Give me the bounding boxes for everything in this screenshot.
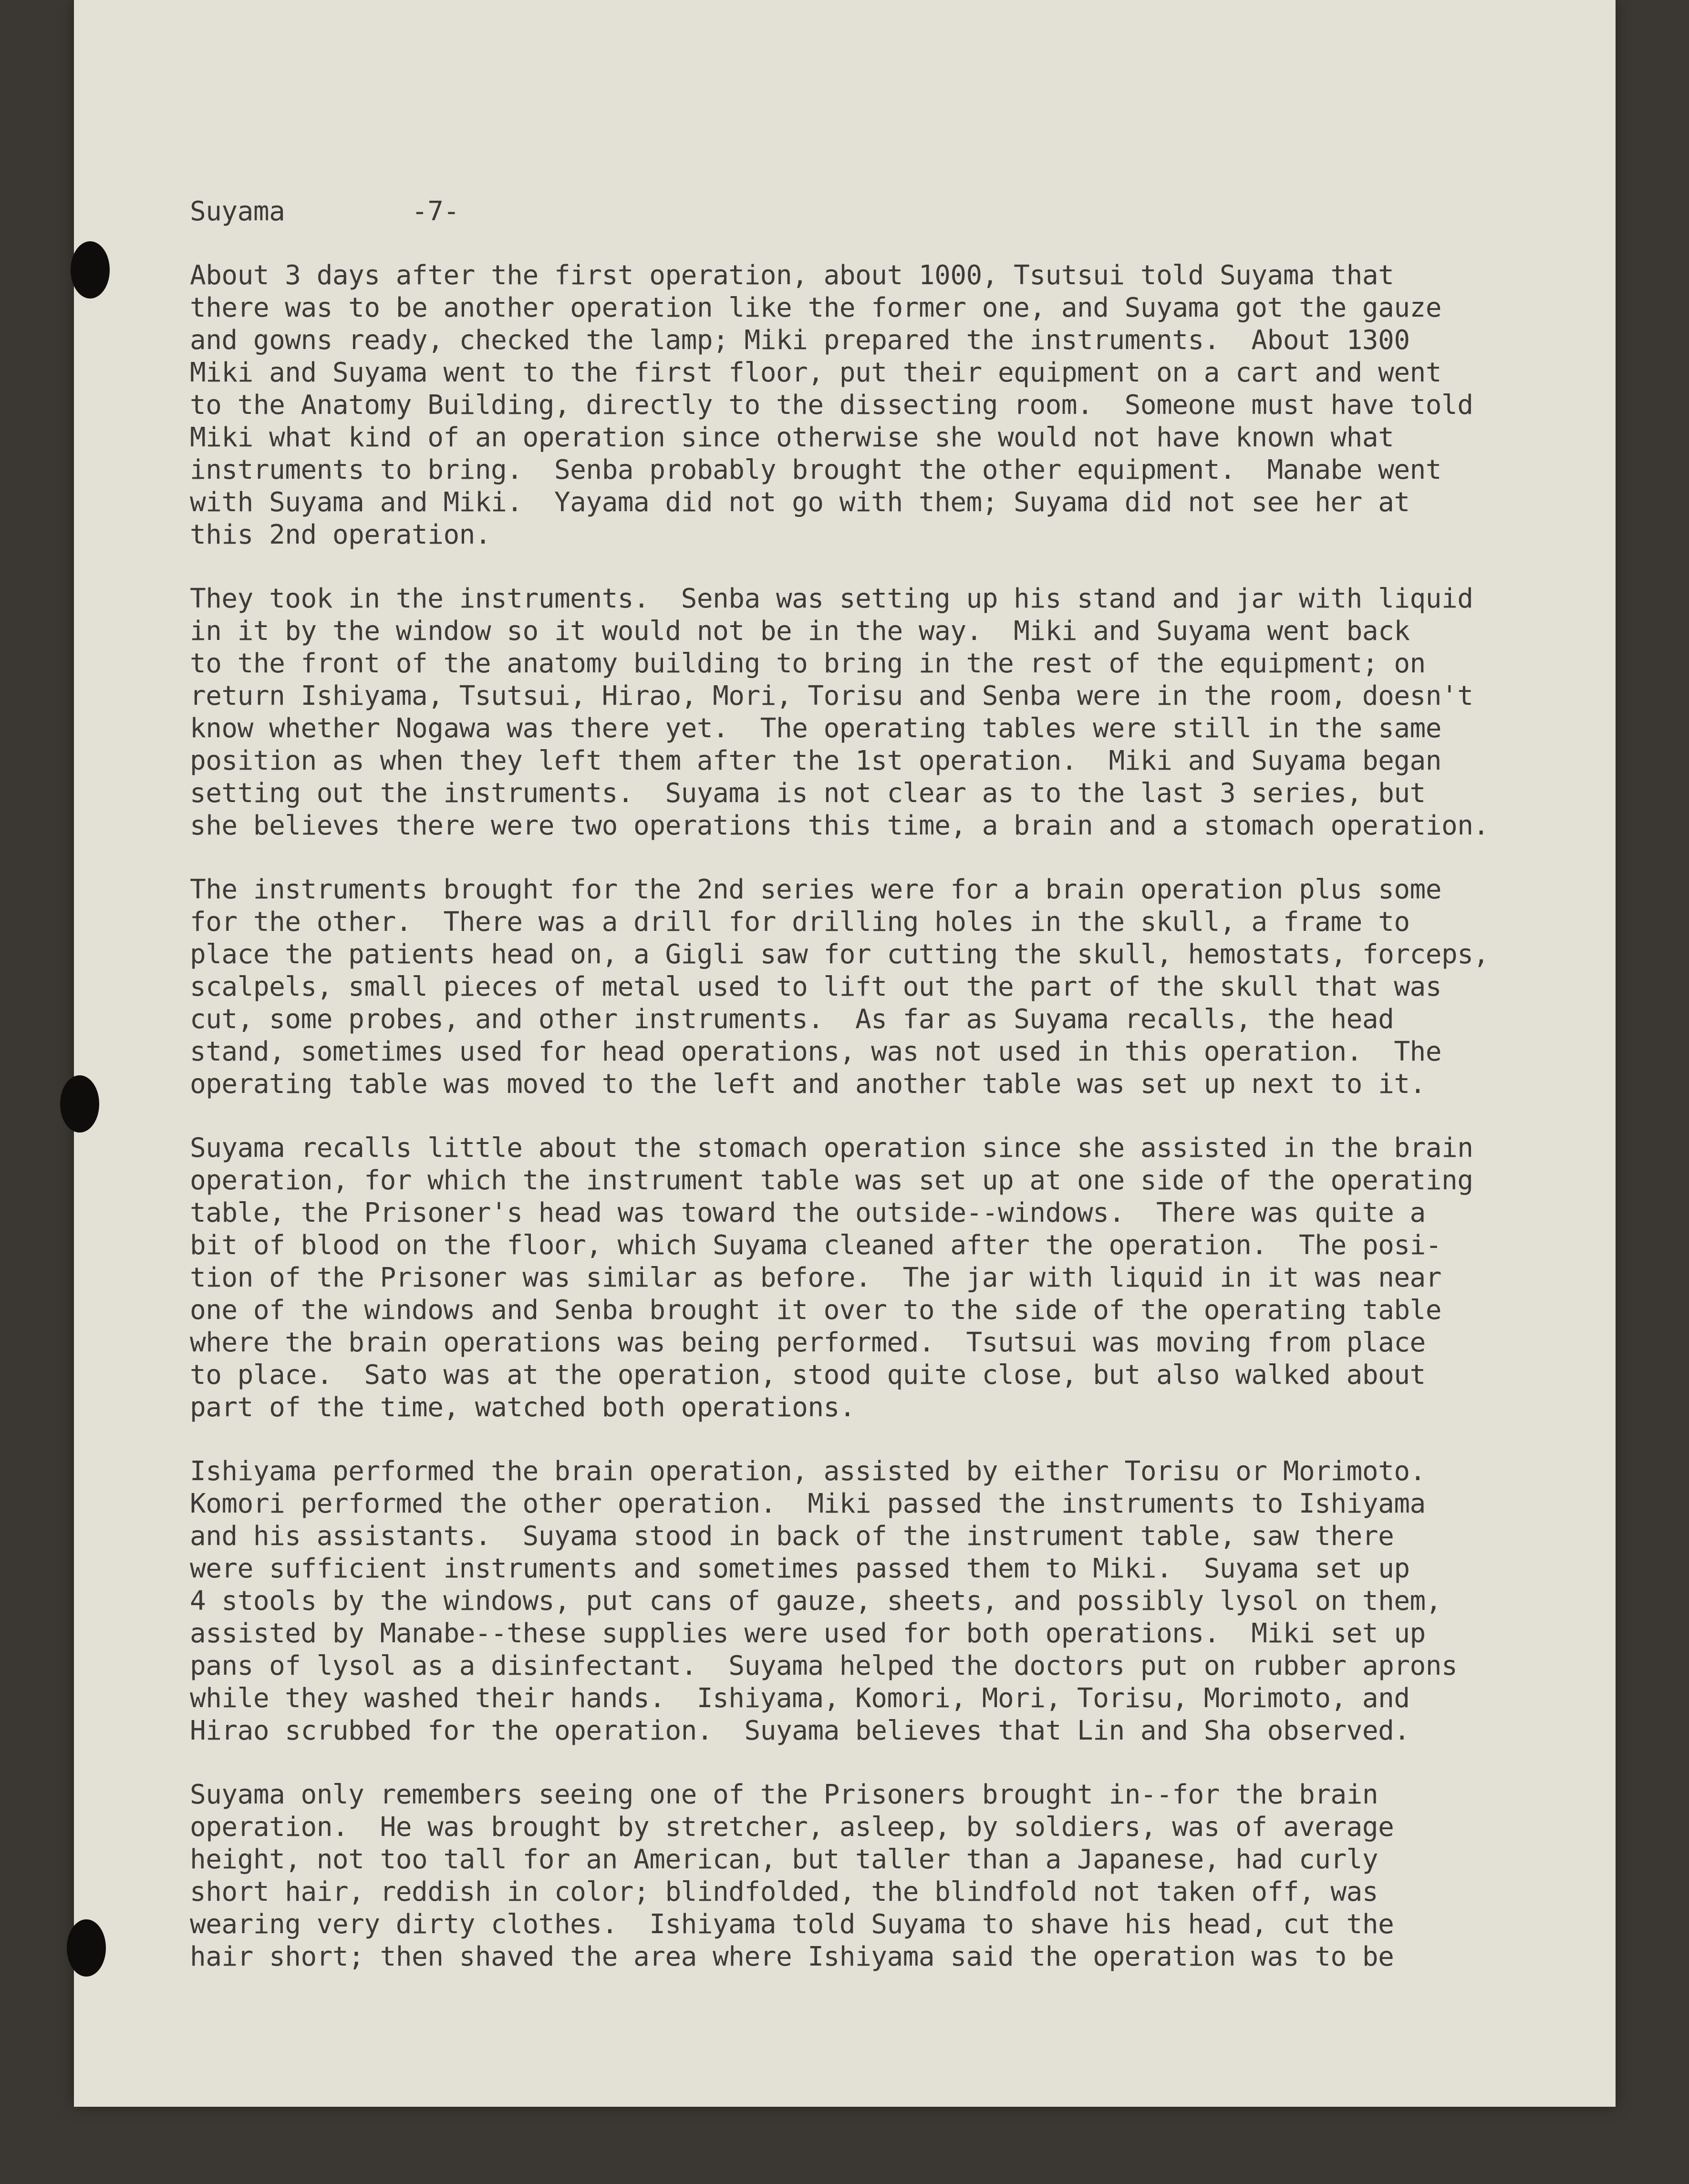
text-line: were sufficient instruments and sometimes passed them to Miki. Suyama set up xyxy=(190,1553,1410,1584)
text-line: and his assistants. Suyama stood in back of the instrument table, saw there xyxy=(190,1521,1394,1552)
text-line: Miki and Suyama went to the first floor, put their equipment on a cart and went xyxy=(190,357,1441,388)
text-line: operation, for which the instrument table was set up at one side of the operating xyxy=(190,1165,1473,1196)
text-line: Suyama recalls little about the stomach operation since she assisted in the brain xyxy=(190,1133,1473,1164)
page-header xyxy=(190,196,1540,228)
text-line: assisted by Manabe--these supplies were used for both operations. Miki set up xyxy=(190,1618,1426,1649)
text-line: short hair, reddish in color; blindfolded, the blindfold not taken off, was xyxy=(190,1876,1378,1907)
text-line: table, the Prisoner's head was toward the outside--windows. There was quite a xyxy=(190,1197,1426,1228)
paragraph-5 xyxy=(190,1455,1540,1747)
paragraph-4 xyxy=(190,1132,1540,1424)
text-line: place the patients head on, a Gigli saw for cutting the skull, hemostats, forceps, xyxy=(190,939,1489,970)
paragraph-1 xyxy=(190,259,1540,551)
text-line: stand, sometimes used for head operations, was not used in this operation. The xyxy=(190,1036,1441,1067)
text-line: bit of blood on the floor, which Suyama cleaned after the operation. The posi- xyxy=(190,1230,1441,1261)
text-line: operation. He was brought by stretcher, asleep, by soldiers, was of average xyxy=(190,1812,1394,1843)
text-line: one of the windows and Senba brought it over to the side of the operating table xyxy=(190,1295,1441,1326)
text-line: return Ishiyama, Tsutsui, Hirao, Mori, Torisu and Senba were in the room, doesn't xyxy=(190,680,1473,711)
text-line: and gowns ready, checked the lamp; Miki prepared the instruments. About 1300 xyxy=(190,325,1410,356)
text-line: About 3 days after the first operation, about 1000, Tsutsui told Suyama that xyxy=(190,260,1394,291)
punch-hole-top xyxy=(71,241,110,299)
punch-hole-middle xyxy=(60,1075,99,1133)
text-line: height, not too tall for an American, but taller than a Japanese, had curly xyxy=(190,1844,1378,1875)
text-line: Miki what kind of an operation since otherwise she would not have known what xyxy=(190,422,1394,453)
text-line: instruments to bring. Senba probably brought the other equipment. Manabe went xyxy=(190,454,1441,485)
text-line: for the other. There was a drill for drilling holes in the skull, a frame to xyxy=(190,907,1410,937)
paragraph-6 xyxy=(190,1779,1540,1973)
punch-hole-bottom xyxy=(67,1919,106,1977)
text-line: Suyama only remembers seeing one of the Prisoners brought in--for the brain xyxy=(190,1779,1378,1810)
text-line: 4 stools by the windows, put cans of gauze, sheets, and possibly lysol on them, xyxy=(190,1586,1441,1617)
text-line: cut, some probes, and other instruments. As far as Suyama recalls, the head xyxy=(190,1004,1394,1035)
typed-text-body xyxy=(190,196,1540,2005)
text-line: hair short; then shaved the area where Ishiyama said the operation was to be xyxy=(190,1941,1394,1972)
text-line: They took in the instruments. Senba was setting up his stand and jar with liquid xyxy=(190,583,1473,614)
text-line: she believes there were two operations this time, a brain and a stomach operation. xyxy=(190,810,1489,841)
text-line: while they washed their hands. Ishiyama, Komori, Mori, Torisu, Morimoto, and xyxy=(190,1683,1410,1714)
text-line: there was to be another operation like the former one, and Suyama got the gauze xyxy=(190,292,1441,323)
text-line: pans of lysol as a disinfectant. Suyama helped the doctors put on rubber aprons xyxy=(190,1650,1458,1681)
page-number: -7- xyxy=(412,196,459,227)
text-line: Komori performed the other operation. Miki passed the instruments to Ishiyama xyxy=(190,1488,1426,1519)
text-line: operating table was moved to the left and another table was set up next to it. xyxy=(190,1069,1426,1100)
text-line: with Suyama and Miki. Yayama did not go with them; Suyama did not see her at xyxy=(190,487,1410,518)
text-line: this 2nd operation. xyxy=(190,519,491,550)
text-line: to the Anatomy Building, directly to the dissecting room. Someone must have told xyxy=(190,390,1473,421)
header-name: Suyama xyxy=(190,196,285,227)
text-line: scalpels, small pieces of metal used to lift out the part of the skull that was xyxy=(190,971,1441,1002)
text-line: tion of the Prisoner was similar as before. The jar with liquid in it was near xyxy=(190,1262,1441,1293)
paragraph-2 xyxy=(190,583,1540,842)
text-line: setting out the instruments. Suyama is not clear as to the last 3 series, but xyxy=(190,778,1426,809)
paragraph-3 xyxy=(190,874,1540,1101)
text-line: in it by the window so it would not be in the way. Miki and Suyama went back xyxy=(190,616,1410,647)
text-line: part of the time, watched both operations. xyxy=(190,1392,856,1423)
text-line: to place. Sato was at the operation, stood quite close, but also walked about xyxy=(190,1360,1426,1391)
text-line: position as when they left them after the 1st operation. Miki and Suyama began xyxy=(190,745,1441,776)
text-line: wearing very dirty clothes. Ishiyama told Suyama to shave his head, cut the xyxy=(190,1909,1394,1940)
text-line: Ishiyama performed the brain operation, assisted by either Torisu or Morimoto. xyxy=(190,1456,1426,1487)
text-line: know whether Nogawa was there yet. The operating tables were still in the same xyxy=(190,713,1441,744)
text-line: to the front of the anatomy building to bring in the rest of the equipment; on xyxy=(190,648,1426,679)
text-line: where the brain operations was being performed. Tsutsui was moving from place xyxy=(190,1327,1426,1358)
text-line: The instruments brought for the 2nd series were for a brain operation plus some xyxy=(190,874,1441,905)
text-line: Hirao scrubbed for the operation. Suyama believes that Lin and Sha observed. xyxy=(190,1715,1410,1746)
